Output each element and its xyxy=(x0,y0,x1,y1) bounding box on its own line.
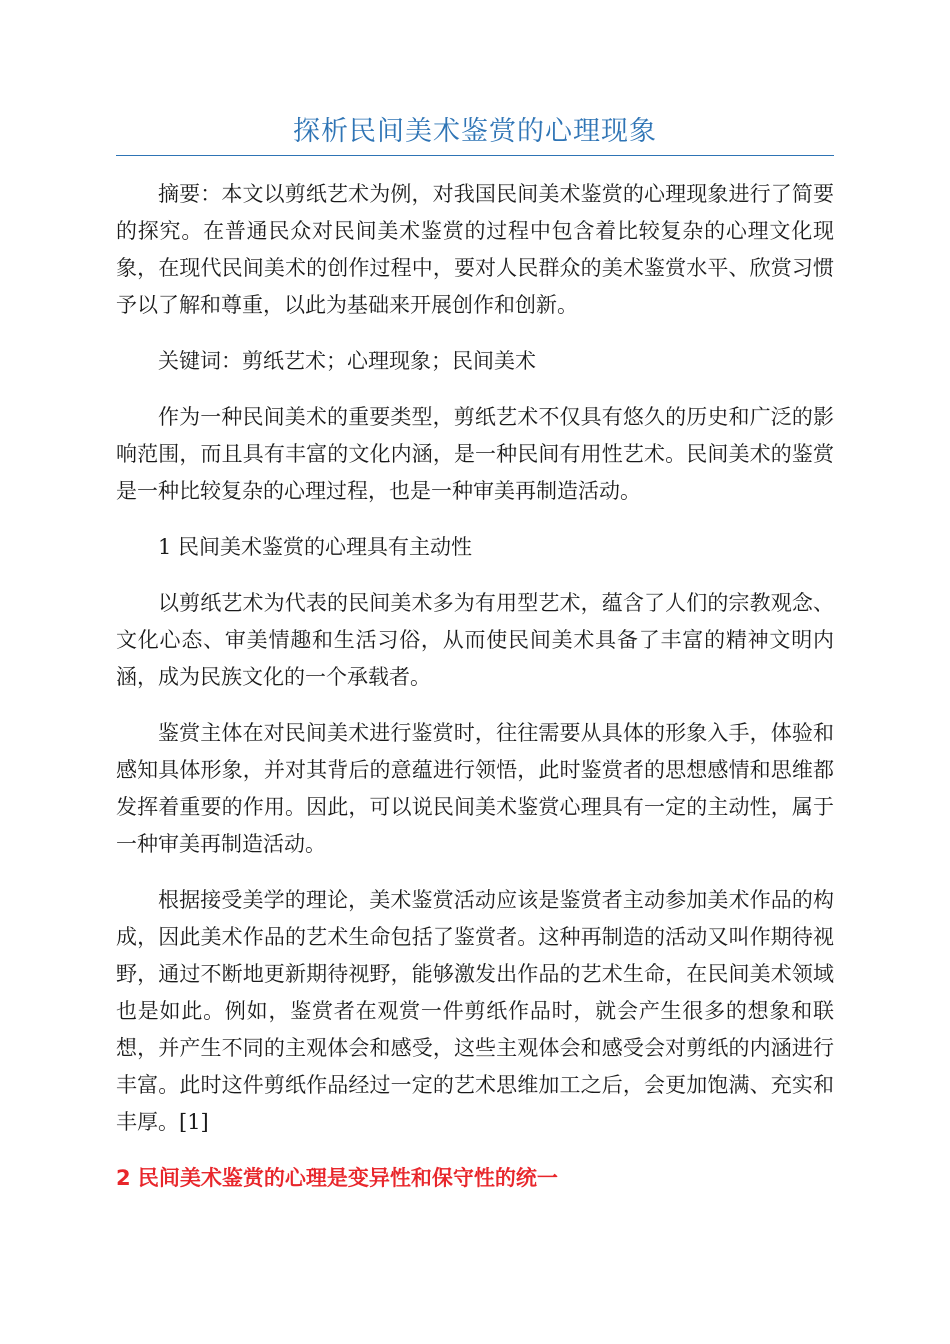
abstract-paragraph: 摘要：本文以剪纸艺术为例，对我国民间美术鉴赏的心理现象进行了简要的探究。在普通民众对民间美术鉴赏的过程中包含着比较复杂的心理文化现象，在现代民间美术的创作过程中，要对人民群众的美术鉴赏水平、欣赏习惯予以了解和尊重，以此为基础来开展创作和创新。 xyxy=(116,182,834,317)
document-title: 探析民间美术鉴赏的心理现象 xyxy=(293,116,657,147)
section1-heading: 1 民间美术鉴赏的心理具有主动性 xyxy=(158,535,473,559)
section2-heading: 2 民间美术鉴赏的心理是变异性和保守性的统一 xyxy=(116,1166,558,1190)
title-underline xyxy=(116,155,834,156)
keywords-paragraph: 关键词：剪纸艺术；心理现象；民间美术 xyxy=(158,349,536,373)
section1-paragraph-1: 以剪纸艺术为代表的民间美术多为有用型艺术，蕴含了人们的宗教观念、文化心态、审美情趣和生活习俗，从而使民间美术具备了丰富的精神文明内涵，成为民族文化的一个承载者。 xyxy=(116,591,834,689)
section1-paragraph-3: 根据接受美学的理论，美术鉴赏活动应该是鉴赏者主动参加美术作品的构成，因此美术作品的艺术生命包括了鉴赏者。这种再制造的活动又叫作期待视野，通过不断地更新期待视野，能够激发出作品的艺术生命，在民间美术领域也是如此。例如，鉴赏者在观赏一件剪纸作品时，就会产生很多的想象和联想，并产生不同的主观体会和感受，这些主观体会和感受会对剪纸的内涵进行丰富。此时这件剪纸作品经过一定的艺术思维加工之后，会更加饱满、充实和丰厚。[1] xyxy=(116,888,834,1134)
section1-paragraph-2: 鉴赏主体在对民间美术进行鉴赏时，往往需要从具体的形象入手，体验和感知具体形象，并对其背后的意蕴进行领悟，此时鉴赏者的思想感情和思维都发挥着重要的作用。因此，可以说民间美术鉴赏心理具有一定的主动性，属于一种审美再制造活动。 xyxy=(116,721,834,856)
intro-paragraph: 作为一种民间美术的重要类型，剪纸艺术不仅具有悠久的历史和广泛的影响范围，而且具有丰富的文化内涵，是一种民间有用性艺术。民间美术的鉴赏是一种比较复杂的心理过程，也是一种审美再制造活动。 xyxy=(116,405,834,503)
document-body xyxy=(116,176,834,1197)
